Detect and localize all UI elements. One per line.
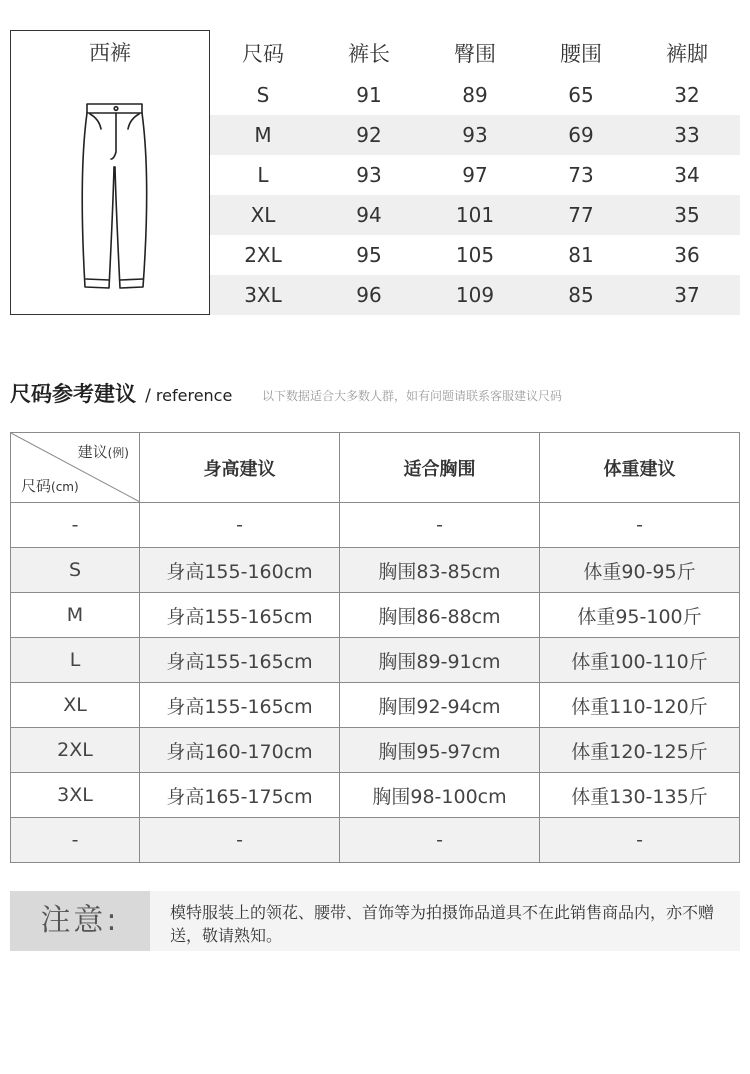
cell-size: M bbox=[254, 123, 272, 147]
table-row bbox=[11, 728, 740, 773]
header-weight: 体重建议 bbox=[540, 433, 740, 503]
product-category-label: 西裤 bbox=[89, 41, 131, 65]
table-row bbox=[11, 593, 740, 638]
cell-size: XL bbox=[11, 683, 140, 728]
measurement-header-row bbox=[210, 30, 740, 75]
cell-chest: 胸围95-97cm bbox=[340, 728, 540, 773]
header-hip: 臀围 bbox=[454, 41, 496, 66]
reference-note: 以下数据适合大多数人群，如有问题请联系客服建议尺码 bbox=[262, 389, 563, 403]
cell-hip: 109 bbox=[455, 283, 495, 307]
cell-chest: 胸围98-100cm bbox=[340, 773, 540, 818]
reference-subtitle: reference bbox=[155, 386, 233, 405]
corner-top-label bbox=[78, 441, 129, 462]
cell-waist: 77 bbox=[568, 203, 594, 227]
cell-length: 96 bbox=[356, 283, 382, 307]
header-hem: 裤脚 bbox=[666, 41, 708, 66]
corner-top-text: 建议 bbox=[77, 443, 108, 461]
cell-weight: 体重90-95斤 bbox=[540, 548, 740, 593]
cell-size: 3XL bbox=[11, 773, 140, 818]
corner-bottom-unit: (cm) bbox=[51, 480, 79, 494]
table-row bbox=[210, 115, 740, 155]
cell-size: 2XL bbox=[244, 243, 282, 267]
cell-hem: 36 bbox=[674, 243, 700, 267]
table-row bbox=[210, 235, 740, 275]
reference-separator: / bbox=[145, 386, 151, 406]
cell-waist: 85 bbox=[568, 283, 594, 307]
cell-height: 身高155-165cm bbox=[140, 593, 340, 638]
cell-size: M bbox=[11, 593, 140, 638]
recommendation-header-row bbox=[11, 433, 740, 503]
pants-illustration-panel bbox=[10, 30, 210, 315]
cell-height: - bbox=[140, 818, 340, 863]
cell-chest: - bbox=[340, 818, 540, 863]
cell-size: 2XL bbox=[11, 728, 140, 773]
header-size: 尺码 bbox=[242, 41, 284, 66]
cell-hem: 35 bbox=[674, 203, 700, 227]
cell-hem: 33 bbox=[674, 123, 700, 147]
cell-height: 身高160-170cm bbox=[140, 728, 340, 773]
measurement-table bbox=[210, 30, 740, 315]
table-row bbox=[11, 548, 740, 593]
header-chest: 适合胸围 bbox=[340, 433, 540, 503]
cell-chest: 胸围83-85cm bbox=[340, 548, 540, 593]
cell-waist: 73 bbox=[568, 163, 594, 187]
header-waist: 腰围 bbox=[560, 41, 602, 66]
cell-chest: 胸围89-91cm bbox=[340, 638, 540, 683]
cell-length: 92 bbox=[356, 123, 382, 147]
corner-top-unit: (例) bbox=[107, 446, 129, 460]
corner-header-cell bbox=[11, 433, 140, 503]
cell-height: 身高155-165cm bbox=[140, 638, 340, 683]
table-row bbox=[11, 818, 740, 863]
trousers-icon bbox=[71, 97, 161, 297]
cell-hem: 37 bbox=[674, 283, 700, 307]
cell-height: 身高155-165cm bbox=[140, 683, 340, 728]
cell-size: S bbox=[11, 548, 140, 593]
cell-weight: 体重95-100斤 bbox=[540, 593, 740, 638]
cell-height: 身高165-175cm bbox=[140, 773, 340, 818]
cell-size: - bbox=[11, 818, 140, 863]
cell-hip: 105 bbox=[455, 243, 495, 267]
table-row bbox=[11, 638, 740, 683]
table-row bbox=[210, 275, 740, 315]
cell-weight: - bbox=[540, 503, 740, 548]
cell-length: 94 bbox=[356, 203, 382, 227]
cell-chest: 胸围92-94cm bbox=[340, 683, 540, 728]
cell-size: XL bbox=[250, 203, 276, 227]
corner-bottom-text: 尺码 bbox=[21, 477, 52, 495]
cell-weight: 体重100-110斤 bbox=[540, 638, 740, 683]
table-row bbox=[210, 195, 740, 235]
cell-waist: 81 bbox=[568, 243, 594, 267]
cell-weight: - bbox=[540, 818, 740, 863]
corner-bottom-label bbox=[21, 475, 79, 496]
cell-height: - bbox=[140, 503, 340, 548]
cell-waist: 69 bbox=[568, 123, 594, 147]
cell-size: 3XL bbox=[244, 283, 282, 307]
header-length: 裤长 bbox=[348, 41, 390, 66]
reference-heading bbox=[10, 378, 232, 408]
cell-hem: 34 bbox=[674, 163, 700, 187]
size-chart-section bbox=[10, 30, 740, 315]
cell-length: 93 bbox=[356, 163, 382, 187]
cell-chest: - bbox=[340, 503, 540, 548]
table-row bbox=[11, 773, 740, 818]
table-row bbox=[210, 155, 740, 195]
cell-size: - bbox=[11, 503, 140, 548]
table-row bbox=[11, 503, 740, 548]
cell-weight: 体重110-120斤 bbox=[540, 683, 740, 728]
size-recommendation-table bbox=[10, 432, 740, 863]
table-row bbox=[11, 683, 740, 728]
cell-hip: 97 bbox=[462, 163, 488, 187]
notice-label: 注意: bbox=[10, 891, 150, 951]
notice-text: 模特服装上的领花、腰带、首饰等为拍摄饰品道具不在此销售商品内，亦不赠送，敬请熟知。 bbox=[170, 903, 715, 945]
cell-hem: 32 bbox=[674, 83, 700, 107]
cell-hip: 101 bbox=[455, 203, 495, 227]
table-row bbox=[210, 75, 740, 115]
cell-size: L bbox=[11, 638, 140, 683]
cell-weight: 体重130-135斤 bbox=[540, 773, 740, 818]
cell-chest: 胸围86-88cm bbox=[340, 593, 540, 638]
cell-length: 95 bbox=[356, 243, 382, 267]
notice-banner bbox=[10, 891, 740, 951]
cell-waist: 65 bbox=[568, 83, 594, 107]
cell-hip: 93 bbox=[462, 123, 488, 147]
header-height: 身高建议 bbox=[140, 433, 340, 503]
cell-size: L bbox=[257, 163, 269, 187]
cell-hip: 89 bbox=[462, 83, 488, 107]
cell-size: S bbox=[256, 83, 270, 107]
cell-height: 身高155-160cm bbox=[140, 548, 340, 593]
cell-length: 91 bbox=[356, 83, 382, 107]
cell-weight: 体重120-125斤 bbox=[540, 728, 740, 773]
reference-title: 尺码参考建议 bbox=[10, 382, 136, 406]
